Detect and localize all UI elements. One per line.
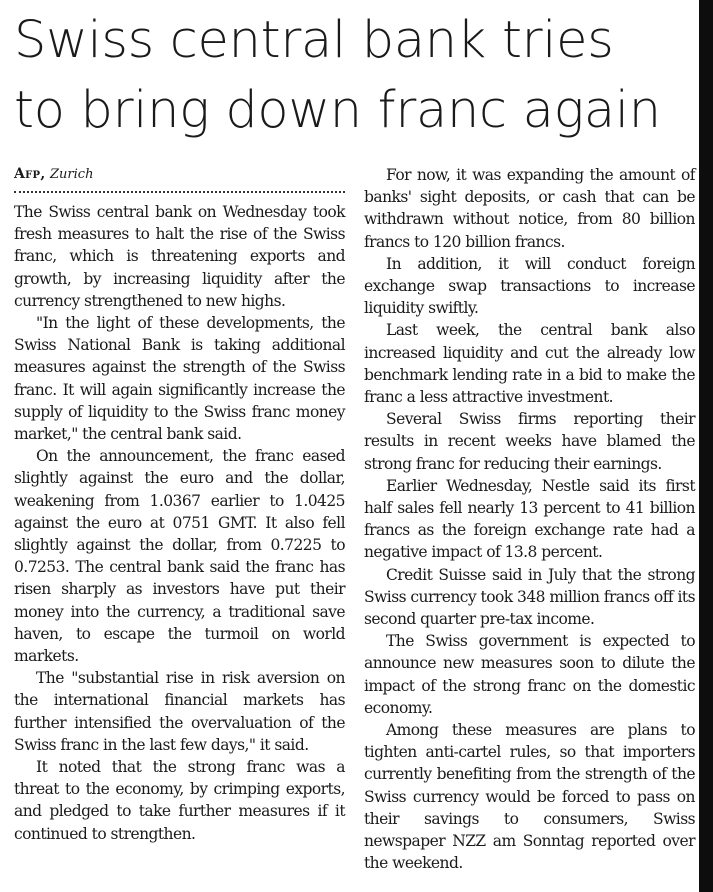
- headline-line-2: to bring down franc again: [14, 81, 661, 140]
- byline-location: Zurich: [50, 167, 94, 182]
- paragraph: Credit Suisse said in July that the strong Swiss currency took 348 million francs off its second quarter pre-tax income.: [364, 565, 695, 629]
- paragraph: For now, it was expanding the amount of banks' sight deposits, or cash that can be withdrawn without notice, from 80 billion francs to 120 billion francs.: [364, 166, 695, 251]
- paragraph: Among these measures are plans to tighten anti-cartel rules, so that importers currently benefiting from the strength of the Swiss currency would be forced to pass on their savings to consumers, Swiss newspaper NZZ am Sonntag reported over the weekend.: [364, 721, 695, 873]
- headline-line-1: Swiss central bank tries: [14, 11, 614, 70]
- paragraph: It noted that the strong franc was a threat to the economy, by crimping exports, and pledged to take further measures if it continued to strengthen.: [14, 758, 345, 843]
- byline: [14, 164, 345, 185]
- paragraph: "In the light of these developments, the Swiss National Bank is taking additional measures against the strength of the Swiss franc. It will again significantly increase the supply of liquidity to the Swiss franc money market," the central bank said.: [14, 314, 345, 444]
- byline-dotted-rule: [14, 191, 345, 193]
- byline-agency: Afp,: [14, 166, 46, 182]
- paragraph: The "substantial rise in risk aversion on the international financial markets has further intensified the overvaluation of the Swiss franc in the last few days," it said.: [14, 669, 345, 754]
- paragraph: Earlier Wednesday, Nestle said its first half sales fell nearly 13 percent to 41 billion francs as the foreign exchange rate had a negative impact of 13.8 percent.: [364, 476, 695, 562]
- paragraph: Several Swiss firms reporting their results in recent weeks have blamed the strong franc for reducing their earnings.: [364, 410, 695, 473]
- paragraph: Last week, the central bank also increased liquidity and cut the already low benchmark lending rate in a bid to make the franc a less attractive investment.: [364, 321, 695, 407]
- paragraph: The Swiss central bank on Wednesday took fresh measures to halt the rise of the Swiss franc, which is threatening exports and growth, by increasing liquidity after the currency strengthened to new highs.: [14, 203, 345, 310]
- paragraph: The Swiss government is expected to announce new measures soon to dilute the impact of the strong franc on the domestic economy.: [364, 632, 695, 717]
- article-column-right: [364, 164, 695, 875]
- article-column-left: [14, 164, 345, 845]
- paragraph: In addition, it will conduct foreign exchange swap transactions to increase liquidity swiftly.: [364, 254, 695, 318]
- paragraph: On the announcement, the franc eased slightly against the euro and the dollar, weakening from 1.0367 earlier to 1.0425 against the euro at 0751 GMT. It also fell slightly against the dollar, from 0.7225 to 0.7253. The central bank said the franc has risen sharply as investors have put their money into the currency, a traditional save haven, to escape the turmoil on world markets.: [14, 447, 345, 666]
- headline: [14, 6, 704, 146]
